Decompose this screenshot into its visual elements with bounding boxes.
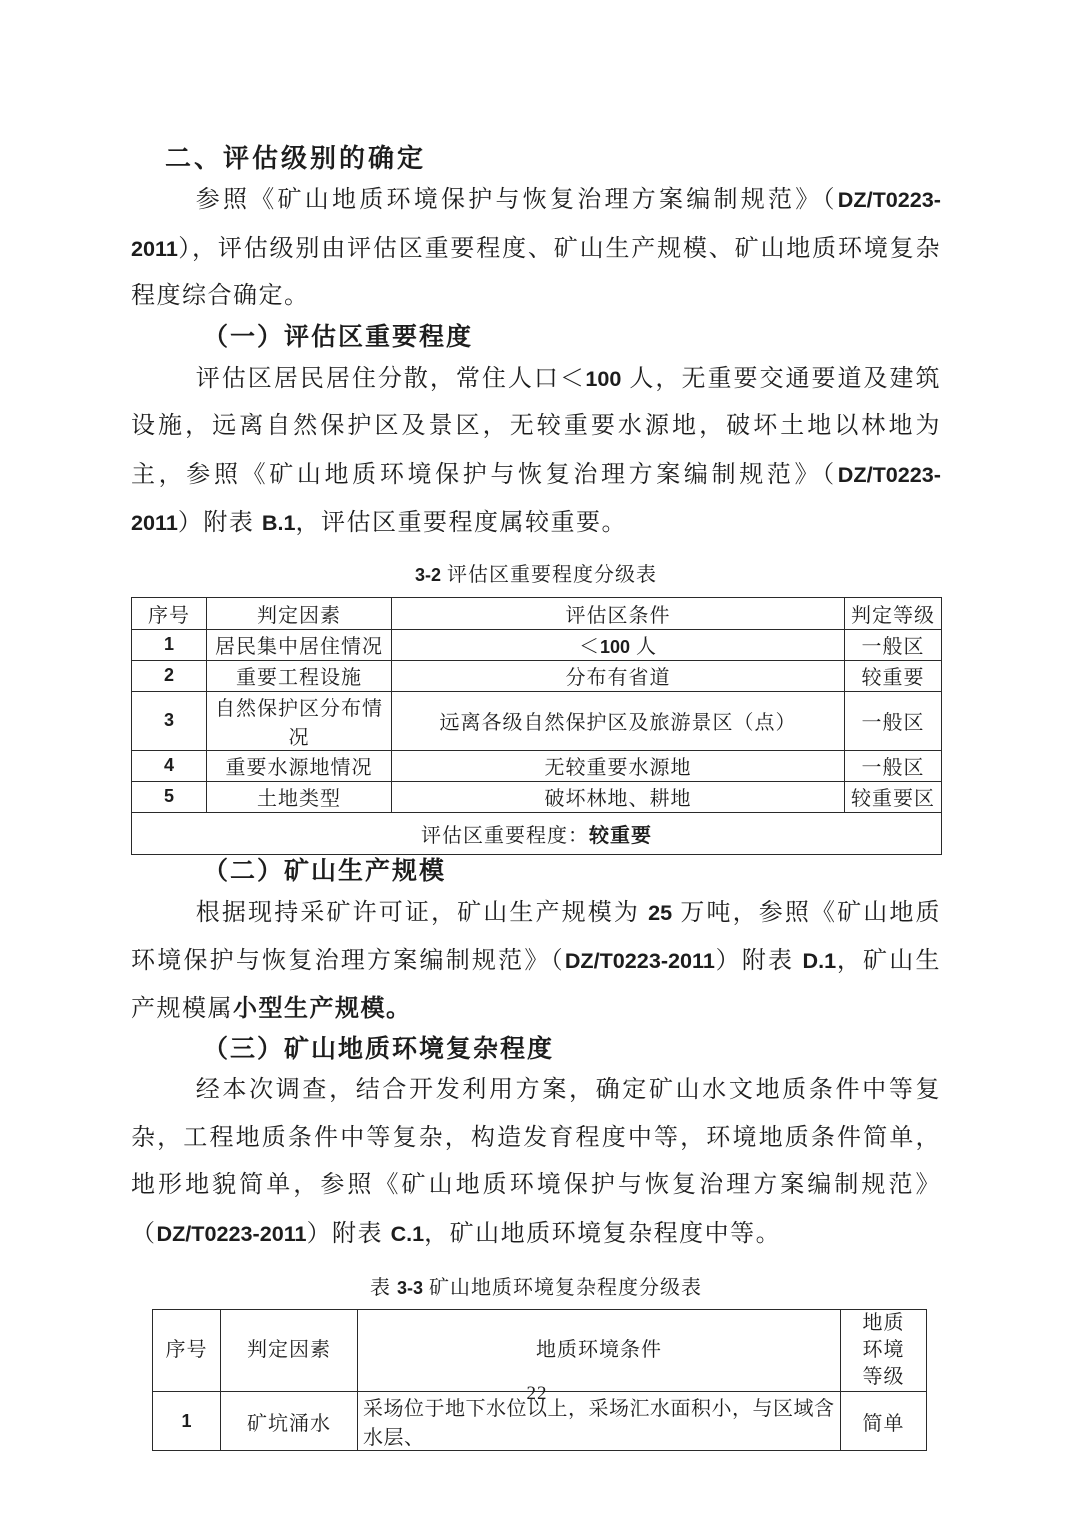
table-cell: 简单 — [841, 1392, 927, 1451]
table-cell: 土地类型 — [207, 781, 392, 812]
latin-text: C.1 — [390, 1220, 425, 1246]
section-heading-2: （二）矿山生产规模 — [203, 857, 447, 885]
table-cell: 序号 — [132, 597, 207, 629]
page-title: 二、评估级别的确定 — [165, 144, 427, 173]
section-2-paragraph — [131, 889, 941, 1034]
section-1-paragraph — [131, 355, 941, 548]
table-cell — [132, 691, 207, 750]
latin-text: D.1 — [802, 948, 837, 973]
table-cell: 分布有省道 — [392, 660, 845, 691]
page-number: 22 — [526, 1383, 548, 1404]
table-header-row — [132, 597, 942, 629]
text-run: 经本次调查，结合开发利用方案，确定矿山水文地质条件中等复杂，工程地质条件中等复杂，构造发育程度中等，环境地质条件简单，地形地貌简单，参照《矿山地质环境保护与恢复治理方案编制规范》（DZ/T0223-2011）附表 C.1，矿山地质环境复杂程度中等。 — [131, 1077, 941, 1247]
latin-text: 100 — [585, 365, 622, 391]
text-run: 根据现持采矿许可证，矿山生产规模为 25 万吨，参照《矿山地质环境保护与恢复治理方案编制规范》（DZ/T0223-2011）附表 D.1，矿山生产规模属 — [131, 899, 942, 1022]
table-3-2-caption: 3-2 评估区重要程度分级表 — [414, 563, 657, 586]
section-3-paragraph — [131, 1067, 941, 1258]
table-row — [132, 750, 942, 781]
table-3-3-caption: 表 3-3 矿山地质环境复杂程度分级表 — [369, 1277, 702, 1299]
latin-text: DZ/T0223-2011 — [131, 187, 941, 261]
table-cell: ＜100 人 — [392, 629, 845, 660]
table-cell: 无较重要水源地 — [392, 750, 845, 781]
text-run: 小型生产规模。 — [233, 995, 412, 1022]
table-cell: 序号 — [153, 1310, 221, 1392]
table-row — [132, 691, 942, 750]
table-cell — [132, 629, 207, 660]
table-row — [132, 781, 942, 812]
table-cell: 重要工程设施 — [207, 660, 392, 691]
table-cell: 重要水源地情况 — [207, 750, 392, 781]
table-cell — [132, 750, 207, 781]
latin-text: 3 — [163, 710, 174, 730]
table-cell — [132, 781, 207, 812]
intro-paragraph — [131, 176, 941, 321]
latin-text: DZ/T0223-2011 — [156, 1220, 307, 1246]
footer-value: 较重要 — [589, 824, 652, 847]
table-cell: 采场位于地下水位以上，采场汇水面积小，与区域含水层、 — [358, 1392, 841, 1451]
table-cell: 居民集中居住情况 — [207, 629, 392, 660]
table-cell: 评估区条件 — [392, 597, 845, 629]
table-row — [132, 660, 942, 691]
table-cell: 一般区 — [845, 629, 942, 660]
latin-text: 2 — [163, 665, 174, 685]
table-cell: 判定因素 — [207, 597, 392, 629]
table-cell: 破坏林地、耕地 — [392, 781, 845, 812]
table-footer-row — [132, 812, 942, 854]
section-heading-3: （三）矿山地质环境复杂程度 — [203, 1036, 555, 1063]
table-cell: 一般区 — [845, 750, 942, 781]
table-row — [132, 629, 942, 660]
table-footer-cell: 评估区重要程度：较重要 — [132, 812, 942, 854]
latin-text: DZ/T0223-2011 — [564, 948, 715, 973]
table-3-3 — [152, 1309, 927, 1451]
latin-text: B.1 — [261, 510, 296, 535]
table-cell: 较重要 — [845, 660, 942, 691]
text-run: 评估区居民居住分散，常住人口＜100 人，无重要交通要道及建筑设施，远离自然保护区及景区，无较重要水源地，破坏土地以林地为主，参照《矿山地质环境保护与恢复治理方案编制规范》（DZ/T0223-2011）附表 B.1，评估区重要程度属较重要。 — [131, 365, 942, 536]
table-header-row — [153, 1310, 927, 1392]
latin-text: 1 — [163, 634, 174, 654]
table-cell: 判定因素 — [221, 1310, 358, 1392]
latin-text: 1 — [181, 1410, 192, 1431]
table-cell — [132, 660, 207, 691]
table-cell: 判定等级 — [845, 597, 942, 629]
page-content — [131, 142, 941, 1451]
text-run: 参照《矿山地质环境保护与恢复治理方案编制规范》（DZ/T0223-2011），评估级别由评估区重要程度、矿山生产规模、矿山地质环境复杂程度综合确定。 — [131, 187, 941, 309]
section-heading-1: （一）评估区重要程度 — [203, 323, 474, 351]
latin-text: 3-2 — [414, 564, 441, 585]
table-cell: 较重要区 — [845, 781, 942, 812]
table-cell: 矿坑涌水 — [221, 1392, 358, 1451]
table-cell: 自然保护区分布情况 — [207, 691, 392, 750]
latin-text: DZ/T0223-2011 — [131, 461, 941, 535]
latin-text: 100 — [599, 637, 631, 657]
table-3-2 — [131, 597, 942, 855]
table-cell: 一般区 — [845, 691, 942, 750]
table-cell: 地质环境等级 — [841, 1310, 927, 1392]
latin-text: 25 — [648, 899, 673, 925]
table-cell: 地质环境条件 — [358, 1310, 841, 1392]
latin-text: 4 — [163, 755, 174, 775]
latin-text: 3-3 — [396, 1278, 423, 1298]
latin-text: 5 — [163, 786, 174, 806]
table-cell: 远离各级自然保护区及旅游景区（点） — [392, 691, 845, 750]
